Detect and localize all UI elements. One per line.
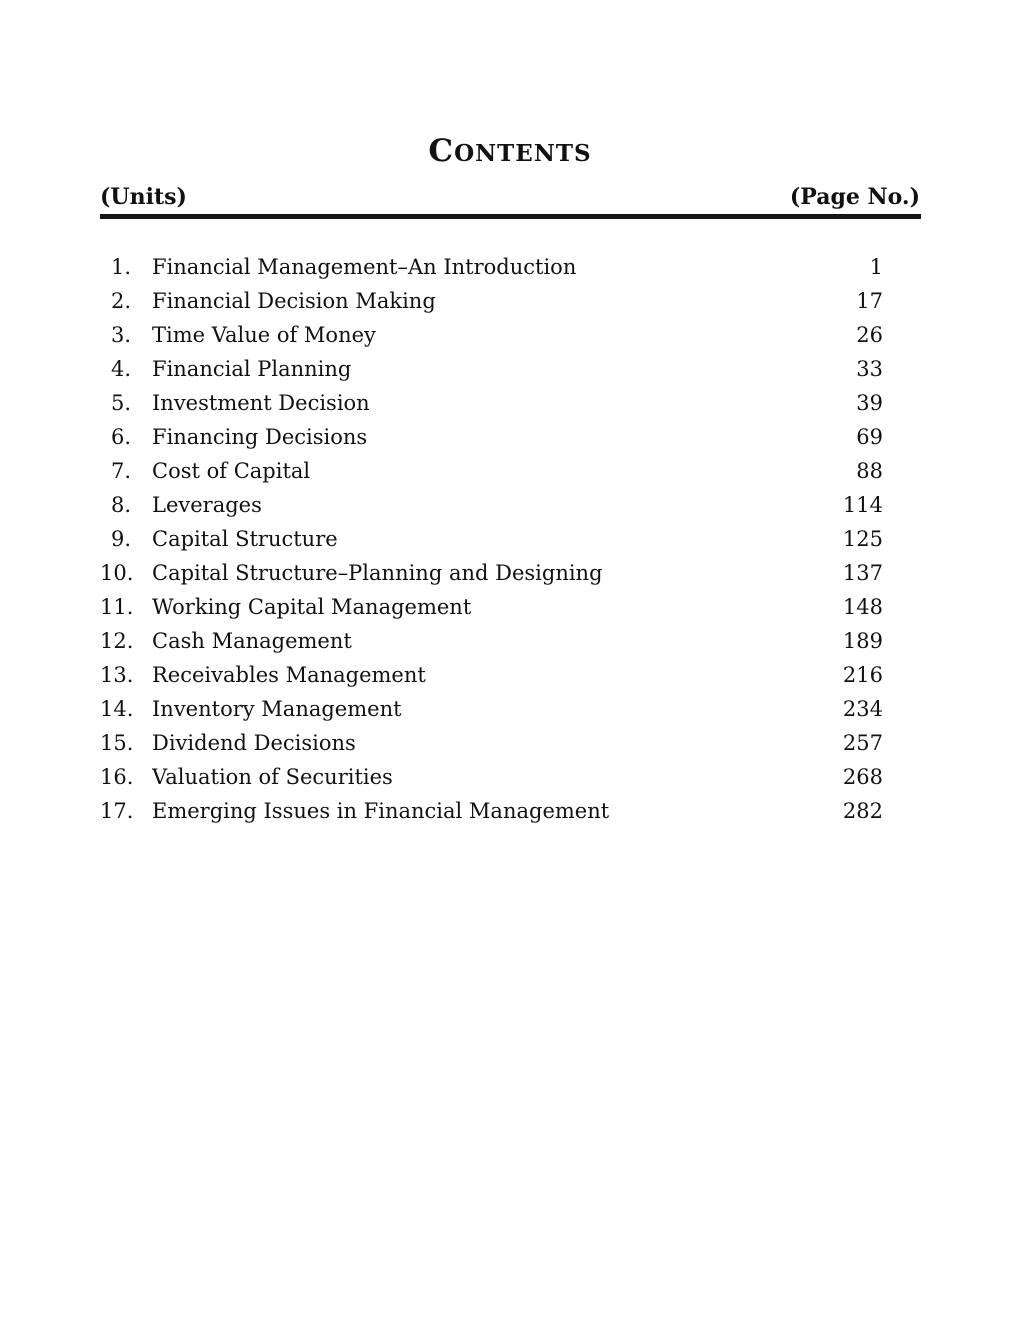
toc-entry-title: Capital Structure–Planning and Designing [152, 561, 603, 585]
page-title [0, 133, 1020, 169]
toc-entry-number: 16. [100, 765, 134, 789]
toc-row [100, 726, 920, 760]
toc-entry-page: 216 [842, 663, 883, 687]
toc-entry-number: 1. [110, 255, 131, 279]
toc-row [100, 318, 920, 352]
toc-row [100, 692, 920, 726]
toc-entry-title: Inventory Management [152, 697, 402, 721]
toc-row [100, 488, 920, 522]
toc-entry-title: Cash Management [152, 629, 352, 653]
toc-entry-title: Leverages [152, 493, 262, 517]
toc-entry-title: Dividend Decisions [152, 731, 356, 755]
toc-entry-page: 257 [842, 731, 883, 755]
toc-entry-title: Financial Decision Making [152, 289, 436, 313]
page-no-column-header: (Page No.) [789, 184, 920, 210]
toc-row [100, 522, 920, 556]
toc-entry-page: 268 [842, 765, 883, 789]
double-rule-divider [100, 214, 921, 219]
toc-entry-title: Time Value of Money [152, 323, 376, 347]
toc-entry-page: 189 [842, 629, 883, 653]
toc-entry-title: Financial Management–An Introduction [152, 255, 577, 279]
toc-entry-page: 282 [842, 799, 883, 823]
toc-row [100, 794, 920, 828]
toc-row [100, 284, 920, 318]
toc-row [100, 556, 920, 590]
toc-row [100, 250, 920, 284]
toc-entry-page: 17 [856, 289, 883, 313]
toc-entry-number: 7. [110, 459, 131, 483]
toc-entry-number: 13. [100, 663, 134, 687]
toc-entry-page: 88 [856, 459, 883, 483]
toc-entry-number: 2. [110, 289, 131, 313]
toc-row [100, 352, 920, 386]
toc-row [100, 624, 920, 658]
toc-entry-page: 1 [869, 255, 883, 279]
toc-list [100, 250, 920, 828]
toc-entry-page: 125 [842, 527, 883, 551]
toc-entry-page: 114 [842, 493, 883, 517]
toc-entry-title: Financing Decisions [152, 425, 368, 449]
toc-row [100, 590, 920, 624]
page-title-smallcaps: ONTENTS [454, 140, 592, 167]
toc-entry-number: 11. [100, 595, 134, 619]
toc-entry-number: 3. [110, 323, 131, 347]
toc-entry-title: Cost of Capital [152, 459, 311, 483]
toc-entry-page: 33 [856, 357, 883, 381]
toc-entry-page: 148 [842, 595, 883, 619]
toc-entry-title: Financial Planning [152, 357, 352, 381]
toc-entry-number: 10. [100, 561, 134, 585]
toc-entry-page: 26 [856, 323, 883, 347]
page-title-initial: C [428, 133, 455, 169]
column-headers [100, 184, 920, 210]
toc-entry-page: 39 [856, 391, 883, 415]
toc-entry-title: Working Capital Management [152, 595, 472, 619]
toc-row [100, 386, 920, 420]
toc-entry-page: 234 [842, 697, 883, 721]
toc-entry-number: 6. [110, 425, 131, 449]
toc-row [100, 420, 920, 454]
toc-entry-number: 12. [100, 629, 134, 653]
toc-entry-title: Capital Structure [152, 527, 338, 551]
toc-row [100, 454, 920, 488]
toc-entry-number: 9. [110, 527, 131, 551]
toc-entry-number: 5. [110, 391, 131, 415]
toc-entry-title: Receivables Management [152, 663, 426, 687]
toc-entry-title: Emerging Issues in Financial Management [152, 799, 610, 823]
toc-row [100, 760, 920, 794]
units-column-header: (Units) [100, 184, 187, 210]
toc-entry-page: 69 [856, 425, 883, 449]
toc-entry-number: 15. [100, 731, 134, 755]
toc-entry-page: 137 [842, 561, 883, 585]
toc-entry-number: 4. [110, 357, 131, 381]
toc-entry-number: 14. [100, 697, 134, 721]
toc-row [100, 658, 920, 692]
toc-entry-number: 17. [100, 799, 134, 823]
toc-entry-title: Investment Decision [152, 391, 370, 415]
toc-entry-number: 8. [110, 493, 131, 517]
toc-entry-title: Valuation of Securities [152, 765, 393, 789]
